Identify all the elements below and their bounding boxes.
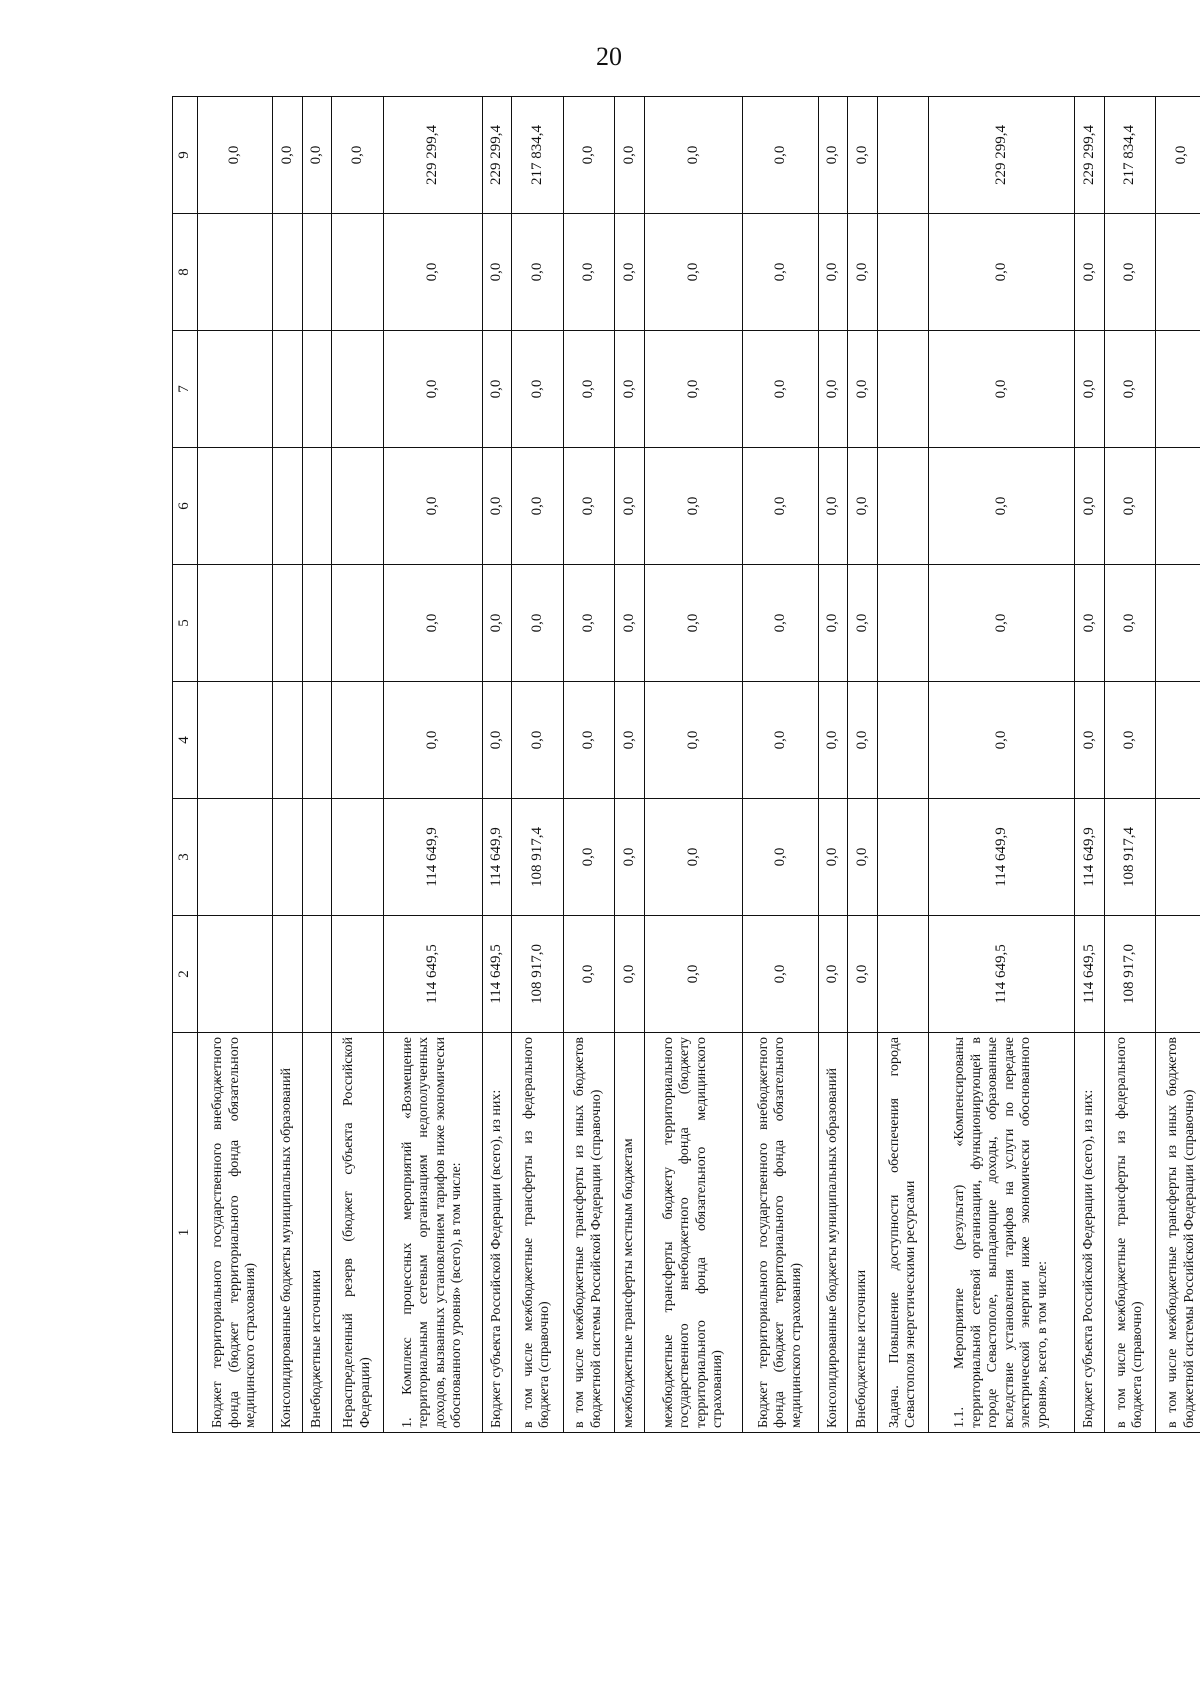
column-header: 8 (173, 214, 198, 331)
value-cell (1156, 916, 1200, 1033)
value-cell: 0,0 (615, 916, 645, 1033)
value-cell: 0,0 (644, 448, 743, 565)
value-cell: 0,0 (818, 448, 848, 565)
value-cell: 229 299,4 (929, 97, 1075, 214)
value-cell: 0,0 (644, 97, 743, 214)
value-cell (198, 214, 273, 331)
value-cell: 0,0 (563, 214, 615, 331)
value-cell: 0,0 (848, 916, 878, 1033)
value-cell (877, 682, 929, 799)
value-cell: 0,0 (563, 97, 615, 214)
value-cell: 0,0 (929, 214, 1075, 331)
value-cell: 0,0 (743, 682, 818, 799)
table-row (818, 97, 848, 1433)
value-cell: 229 299,4 (482, 97, 512, 214)
value-cell: 0,0 (644, 565, 743, 682)
value-cell (1156, 448, 1200, 565)
value-cell (302, 799, 332, 916)
value-cell: 114 649,9 (482, 799, 512, 916)
value-cell: 0,0 (1104, 331, 1156, 448)
value-cell: 0,0 (615, 331, 645, 448)
value-cell: 0,0 (1075, 565, 1105, 682)
header-row (173, 97, 198, 1433)
column-header: 9 (173, 97, 198, 214)
value-cell: 114 649,5 (929, 916, 1075, 1033)
row-label: Консолидированные бюджеты муниципальных образований (818, 1033, 848, 1433)
value-cell: 0,0 (615, 97, 645, 214)
value-cell (302, 682, 332, 799)
value-cell: 0,0 (383, 331, 482, 448)
row-label: Бюджет территориального государственного внебюджетного фонда (бюджет территориального фонда обязательного медицинского страхования) (198, 1033, 273, 1433)
value-cell (198, 916, 273, 1033)
value-cell (302, 214, 332, 331)
column-header: 4 (173, 682, 198, 799)
value-cell: 0,0 (743, 214, 818, 331)
value-cell (273, 448, 303, 565)
row-label: межбюджетные трансферты бюджету территориального государственного внебюджетного фонда (бюджету территориального фонда обязательного медицинского страхования) (644, 1033, 743, 1433)
value-cell: 0,0 (818, 331, 848, 448)
budget-table (172, 96, 1200, 1433)
table-row (743, 97, 818, 1433)
value-cell: 0,0 (615, 682, 645, 799)
value-cell (332, 916, 384, 1033)
value-cell: 0,0 (512, 214, 564, 331)
value-cell: 0,0 (615, 565, 645, 682)
value-cell (877, 448, 929, 565)
value-cell (273, 214, 303, 331)
row-label: Внебюджетные источники (848, 1033, 878, 1433)
value-cell: 0,0 (743, 565, 818, 682)
value-cell: 0,0 (848, 97, 878, 214)
value-cell (877, 97, 929, 214)
value-cell (1156, 331, 1200, 448)
value-cell: 0,0 (818, 799, 848, 916)
row-label: Бюджет субъекта Российской Федерации (всего), из них: (482, 1033, 512, 1433)
value-cell: 0,0 (818, 916, 848, 1033)
value-cell: 0,0 (644, 214, 743, 331)
value-cell: 0,0 (563, 565, 615, 682)
table-row (332, 97, 384, 1433)
value-cell: 217 834,4 (512, 97, 564, 214)
value-cell: 0,0 (383, 565, 482, 682)
value-cell: 0,0 (482, 682, 512, 799)
value-cell (302, 331, 332, 448)
value-cell: 0,0 (818, 97, 848, 214)
table-row (644, 97, 743, 1433)
table-row (1156, 97, 1200, 1433)
value-cell: 114 649,5 (1075, 916, 1105, 1033)
value-cell: 0,0 (482, 565, 512, 682)
row-label: 1.1. Мероприятие (результат) «Компенсированы территориальной сетевой организации, функционирующей в городе Севастополе, выпадающие доходы, образованные вследствие установления тарифов на услуги по передаче электрической энергии ниже экономически обоснованного уровня», всего, в том числе: (929, 1033, 1075, 1433)
value-cell: 0,0 (644, 682, 743, 799)
value-cell: 108 917,4 (1104, 799, 1156, 916)
value-cell: 0,0 (1075, 214, 1105, 331)
value-cell (302, 916, 332, 1033)
value-cell (332, 331, 384, 448)
value-cell (877, 565, 929, 682)
value-cell: 0,0 (273, 97, 303, 214)
value-cell: 0,0 (1104, 214, 1156, 331)
value-cell: 0,0 (383, 448, 482, 565)
column-header: 7 (173, 331, 198, 448)
value-cell: 229 299,4 (1075, 97, 1105, 214)
value-cell: 0,0 (1104, 448, 1156, 565)
value-cell: 114 649,9 (929, 799, 1075, 916)
value-cell: 0,0 (1075, 331, 1105, 448)
value-cell: 0,0 (512, 565, 564, 682)
value-cell (332, 565, 384, 682)
table-row (273, 97, 303, 1433)
value-cell (1156, 214, 1200, 331)
value-cell: 0,0 (615, 214, 645, 331)
value-cell (332, 214, 384, 331)
value-cell: 108 917,0 (1104, 916, 1156, 1033)
value-cell: 0,0 (563, 331, 615, 448)
value-cell: 0,0 (743, 97, 818, 214)
value-cell (332, 799, 384, 916)
value-cell (877, 331, 929, 448)
table-row (512, 97, 564, 1433)
value-cell: 0,0 (482, 214, 512, 331)
row-label: в том числе межбюджетные трансферты из иных бюджетов бюджетной системы Российской Федерации (справочно) (563, 1033, 615, 1433)
value-cell: 0,0 (644, 799, 743, 916)
table-row (198, 97, 273, 1433)
value-cell (273, 331, 303, 448)
value-cell: 0,0 (929, 682, 1075, 799)
value-cell (877, 799, 929, 916)
table-body (198, 97, 1200, 1433)
value-cell: 0,0 (383, 214, 482, 331)
value-cell: 0,0 (1156, 97, 1200, 214)
row-label: Консолидированные бюджеты муниципальных образований (273, 1033, 303, 1433)
value-cell: 0,0 (644, 916, 743, 1033)
value-cell (198, 565, 273, 682)
value-cell: 0,0 (743, 448, 818, 565)
table-row (302, 97, 332, 1433)
column-header: 5 (173, 565, 198, 682)
table-row (563, 97, 615, 1433)
column-header: 2 (173, 916, 198, 1033)
value-cell: 0,0 (563, 799, 615, 916)
value-cell: 114 649,5 (383, 916, 482, 1033)
row-label: Бюджет субъекта Российской Федерации (всего), из них: (1075, 1033, 1105, 1433)
table-row (482, 97, 512, 1433)
value-cell (877, 916, 929, 1033)
column-header: 6 (173, 448, 198, 565)
value-cell (332, 682, 384, 799)
value-cell (273, 799, 303, 916)
value-cell: 0,0 (929, 331, 1075, 448)
rotated-table-container (172, 97, 1200, 1433)
value-cell: 0,0 (818, 682, 848, 799)
table-row (615, 97, 645, 1433)
value-cell: 0,0 (563, 682, 615, 799)
value-cell: 0,0 (848, 565, 878, 682)
table-row (1075, 97, 1105, 1433)
value-cell: 0,0 (818, 214, 848, 331)
table-row (848, 97, 878, 1433)
value-cell (1156, 682, 1200, 799)
value-cell: 0,0 (615, 448, 645, 565)
column-header: 3 (173, 799, 198, 916)
value-cell: 0,0 (929, 565, 1075, 682)
value-cell: 0,0 (482, 448, 512, 565)
value-cell: 108 917,0 (512, 916, 564, 1033)
table-header (173, 97, 198, 1433)
row-label: в том числе межбюджетные трансферты из федерального бюджета (справочно) (1104, 1033, 1156, 1433)
value-cell: 114 649,9 (1075, 799, 1105, 916)
value-cell: 0,0 (332, 97, 384, 214)
value-cell (198, 799, 273, 916)
rotated-page-content (172, 97, 1200, 1433)
value-cell (302, 448, 332, 565)
row-label: в том числе межбюджетные трансферты из федерального бюджета (справочно) (512, 1033, 564, 1433)
row-label: Бюджет территориального государственного внебюджетного фонда (бюджет территориального фонда обязательного медицинского страхования) (743, 1033, 818, 1433)
value-cell (273, 682, 303, 799)
value-cell (1156, 799, 1200, 916)
column-header: 1 (173, 1033, 198, 1433)
value-cell: 0,0 (563, 916, 615, 1033)
value-cell: 0,0 (848, 331, 878, 448)
value-cell (877, 214, 929, 331)
table-row (1104, 97, 1156, 1433)
value-cell: 0,0 (383, 682, 482, 799)
value-cell: 108 917,4 (512, 799, 564, 916)
row-label: Задача. Повышение доступности обеспечения города Севастополя энергетическими ресурсами (877, 1033, 929, 1433)
value-cell: 0,0 (1075, 448, 1105, 565)
value-cell: 0,0 (563, 448, 615, 565)
row-label: в том числе межбюджетные трансферты из иных бюджетов бюджетной системы Российской Федерации (справочно) (1156, 1033, 1200, 1433)
value-cell: 0,0 (482, 331, 512, 448)
value-cell: 0,0 (512, 331, 564, 448)
value-cell: 0,0 (512, 448, 564, 565)
value-cell (332, 448, 384, 565)
value-cell (198, 331, 273, 448)
table-row (877, 97, 929, 1433)
value-cell: 0,0 (1104, 565, 1156, 682)
value-cell (198, 448, 273, 565)
value-cell: 0,0 (743, 916, 818, 1033)
table-row (383, 97, 482, 1433)
row-label: межбюджетные трансферты местным бюджетам (615, 1033, 645, 1433)
value-cell: 0,0 (198, 97, 273, 214)
value-cell: 0,0 (302, 97, 332, 214)
table-row (929, 97, 1075, 1433)
row-label: Внебюджетные источники (302, 1033, 332, 1433)
value-cell: 0,0 (929, 448, 1075, 565)
value-cell: 0,0 (818, 565, 848, 682)
value-cell: 0,0 (1075, 682, 1105, 799)
value-cell: 0,0 (848, 214, 878, 331)
value-cell: 0,0 (644, 331, 743, 448)
value-cell (302, 565, 332, 682)
value-cell: 114 649,5 (482, 916, 512, 1033)
value-cell: 0,0 (615, 799, 645, 916)
value-cell (273, 565, 303, 682)
page-number: 20 (596, 42, 622, 71)
row-label: Нераспределенный резерв (бюджет субъекта Российской Федерации) (332, 1033, 384, 1433)
value-cell: 0,0 (848, 682, 878, 799)
row-label: 1. Комплекс процессных мероприятий «Возмещение территориальным сетевым организациям недополученных доходов, вызванных установлением тарифов ниже экономически обоснованного уровня» (всего), в том числе: (383, 1033, 482, 1433)
value-cell (1156, 565, 1200, 682)
value-cell: 0,0 (743, 799, 818, 916)
value-cell: 0,0 (848, 448, 878, 565)
value-cell: 217 834,4 (1104, 97, 1156, 214)
value-cell: 0,0 (1104, 682, 1156, 799)
value-cell (198, 682, 273, 799)
value-cell: 0,0 (743, 331, 818, 448)
value-cell: 0,0 (512, 682, 564, 799)
value-cell: 229 299,4 (383, 97, 482, 214)
value-cell: 0,0 (848, 799, 878, 916)
value-cell (273, 916, 303, 1033)
value-cell: 114 649,9 (383, 799, 482, 916)
